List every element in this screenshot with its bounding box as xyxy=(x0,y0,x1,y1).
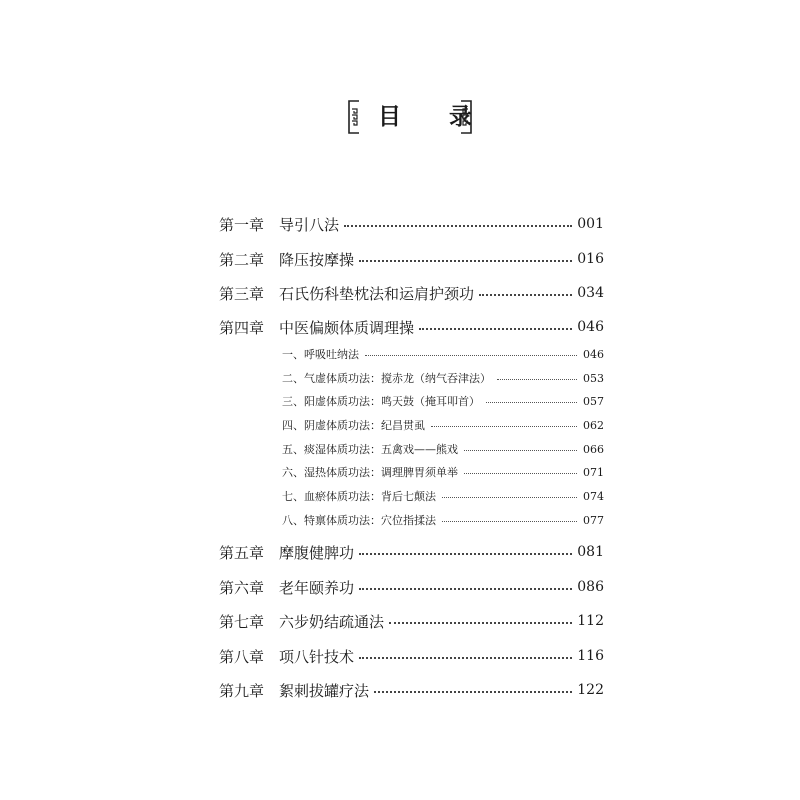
dot-leader xyxy=(442,497,577,498)
chapter-number: 第一章 xyxy=(219,215,265,234)
chapter-title: 絮刺拔罐疗法 xyxy=(279,681,370,700)
page-number: 122 xyxy=(577,682,604,698)
page-number: 074 xyxy=(583,489,604,503)
page-number: 001 xyxy=(577,216,604,232)
chapter-number: 第二章 xyxy=(219,250,265,269)
section-title: 七、血瘀体质功法：背后七颠法 xyxy=(282,490,436,503)
chapter-title: 导引八法 xyxy=(279,215,340,234)
section-title: 二、气虚体质功法：搅赤龙（纳气吞津法） xyxy=(282,372,491,385)
toc-section-4-6[interactable] xyxy=(282,463,604,481)
chapter-number: 第八章 xyxy=(219,647,265,666)
section-title: 六、湿热体质功法：调理脾胃须单举 xyxy=(282,466,458,479)
page-number: 053 xyxy=(583,371,604,385)
dot-leader xyxy=(419,328,572,330)
chapter-title: 中医偏颇体质调理操 xyxy=(279,318,415,337)
toc-chapter-2[interactable] xyxy=(219,248,604,270)
chapter-number: 第五章 xyxy=(219,543,265,562)
toc-section-4-1[interactable] xyxy=(282,345,604,363)
dot-leader xyxy=(497,379,577,380)
section-title: 五、痰湿体质功法：五禽戏——熊戏 xyxy=(282,443,458,456)
toc-section-4-3[interactable] xyxy=(282,392,604,410)
page-number: 066 xyxy=(583,442,604,456)
chapter-number: 第六章 xyxy=(219,578,265,597)
page-number: 071 xyxy=(583,465,604,479)
section-title: 四、阴虚体质功法：纪昌贯虱 xyxy=(282,419,425,432)
chapter-title: 老年颐养功 xyxy=(279,578,355,597)
dot-leader xyxy=(359,260,572,262)
chapter-title: 项八针技术 xyxy=(279,647,355,666)
chapter-title: 六步奶结疏通法 xyxy=(279,612,385,631)
toc-section-4-4[interactable] xyxy=(282,416,604,434)
dot-leader xyxy=(359,588,572,590)
chapter-number: 第九章 xyxy=(219,681,265,700)
dot-leader xyxy=(359,657,572,659)
toc-chapter-4[interactable] xyxy=(219,316,604,338)
dot-leader xyxy=(365,355,577,356)
chapter-number: 第七章 xyxy=(219,612,265,631)
toc-chapter-1[interactable] xyxy=(219,213,604,235)
dot-leader xyxy=(442,521,577,522)
page-number: 062 xyxy=(583,418,604,432)
page-number: 086 xyxy=(577,579,604,595)
page-number: 112 xyxy=(577,613,604,629)
page-number: 034 xyxy=(577,285,604,301)
toc-chapter-6[interactable] xyxy=(219,576,604,598)
page-number: 057 xyxy=(583,394,604,408)
dot-leader xyxy=(431,426,577,427)
toc-chapter-5[interactable] xyxy=(219,541,604,563)
dot-leader xyxy=(464,473,577,474)
toc-section-4-8[interactable] xyxy=(282,511,604,529)
page-number: 046 xyxy=(577,319,604,335)
section-title: 八、特禀体质功法：穴位指揉法 xyxy=(282,514,436,527)
page-title: 目 录 xyxy=(378,103,493,130)
page-number: 081 xyxy=(577,544,604,560)
page-number: 116 xyxy=(577,648,604,664)
chapter-title: 摩腹健脾功 xyxy=(279,543,355,562)
dot-leader xyxy=(479,294,572,296)
page-number: 077 xyxy=(583,513,604,527)
toc-chapter-3[interactable] xyxy=(219,282,604,304)
toc-section-4-7[interactable] xyxy=(282,487,604,505)
toc-section-4-2[interactable] xyxy=(282,369,604,387)
toc-section-4-5[interactable] xyxy=(282,440,604,458)
dot-leader xyxy=(359,553,572,555)
chapter-number: 第四章 xyxy=(219,318,265,337)
chapter-title: 石氏伤科垫枕法和运肩护颈功 xyxy=(279,284,475,303)
toc-chapter-7[interactable] xyxy=(219,610,604,632)
section-title: 一、呼吸吐纳法 xyxy=(282,348,359,361)
page-number: 016 xyxy=(577,251,604,267)
chapter-number: 第三章 xyxy=(219,284,265,303)
chapter-title: 降压按摩操 xyxy=(279,250,355,269)
section-title: 三、阳虚体质功法：鸣天鼓（掩耳叩首） xyxy=(282,395,480,408)
dot-leader xyxy=(464,450,577,451)
dot-leader xyxy=(344,225,572,227)
dot-leader xyxy=(486,402,577,403)
dot-leader xyxy=(389,622,572,624)
page-number: 046 xyxy=(583,347,604,361)
toc-chapter-9[interactable] xyxy=(219,679,604,701)
toc-chapter-8[interactable] xyxy=(219,645,604,667)
dot-leader xyxy=(374,691,572,693)
